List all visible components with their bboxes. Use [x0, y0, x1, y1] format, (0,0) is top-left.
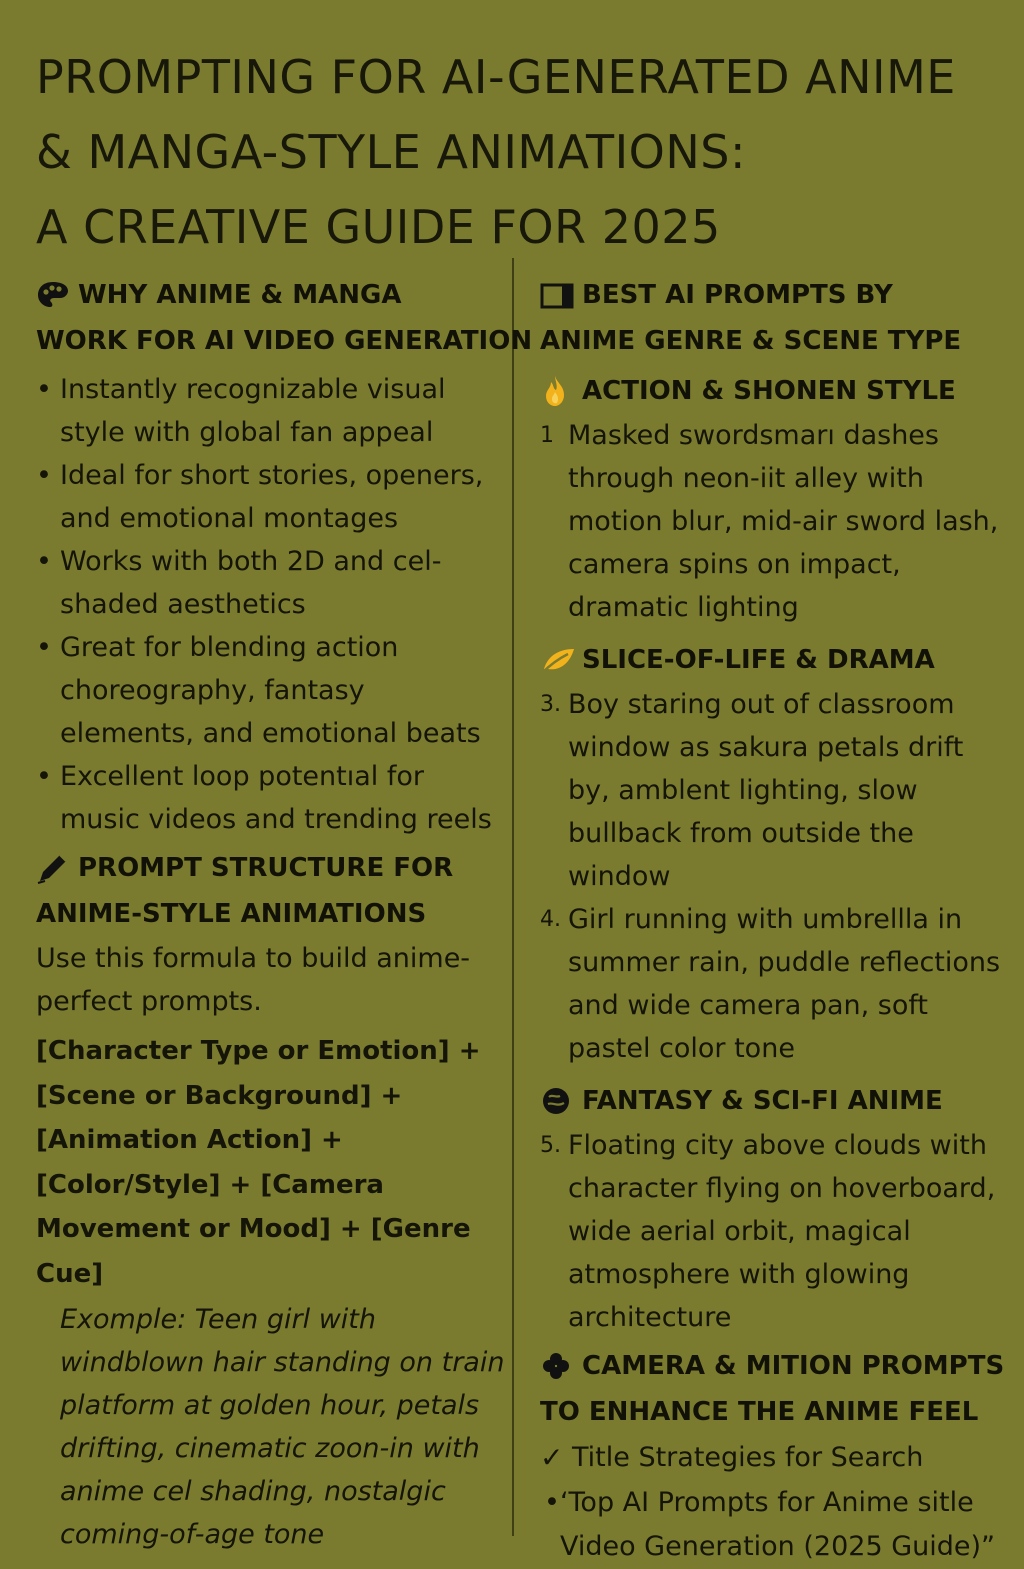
heading-structure-line-1: PROMPT STRUCTURE FOR: [78, 853, 454, 883]
list-item: • Works with both 2D and cel-shaded aesthetics: [36, 540, 506, 626]
clover-icon: [540, 1343, 582, 1389]
item-number: 3.: [540, 692, 561, 717]
bullet-dot: •: [544, 1487, 560, 1518]
list-item: • Ideal for short stories, openers, and emotional montages: [36, 454, 506, 540]
heading-fantasy: FANTASY & SCI-FI ANIME: [582, 1086, 943, 1116]
list-item: [540, 683, 1012, 898]
heading-structure-line-2: ANIME-STYLE ANIMATIONS: [36, 899, 427, 929]
example-text: Teen girl with windblown hair standing on train platform at golden hour, petals drifting, cinematic zoon-in with anime cel shading, nostalgic coming-of-age tone: [60, 1304, 505, 1550]
leaf-icon: [540, 637, 582, 683]
title-line-2: & MANGA-STYLE ANIMATIONS:: [36, 125, 746, 179]
fire-icon: [540, 368, 582, 414]
why-bullet-list: [36, 368, 506, 841]
pencil-icon: [36, 845, 78, 891]
section-heading-best: [540, 272, 1012, 318]
list-item: • Instantly recognizable visual style with global fan appeal: [36, 368, 506, 454]
right-column: [540, 272, 1012, 1569]
heading-best-line-1: BEST AI PROMPTS BY: [582, 280, 893, 310]
item-number: 4.: [540, 907, 561, 932]
structure-intro: Use this formula to build anime-perfect prompts.: [36, 943, 471, 1017]
section-heading-why: [36, 272, 506, 318]
heading-why-line-2: WORK FOR AI VIDEO GENERATION: [36, 326, 533, 356]
list-item: [540, 414, 1012, 629]
clapperboard-icon: [540, 272, 582, 318]
title-strategies-text: Title Strategies for Search: [572, 1442, 924, 1473]
item-text: Boy staring out of classroom window as sakura petals drift by, amblent lighting, slow bullback from outside the window: [568, 689, 964, 892]
item-text: Masked swordsmarı dashes through neon-iit alley with motion blur, mid-air sword lash, camera spins on impact, dramatic lighting: [568, 420, 999, 623]
action-prompt-list: [540, 414, 1012, 629]
prompt-formula: [Character Type or Emotion] + [Scene or Background] + [Animation Action] + [Color/Style] + [Camera Movement or Mood] + [Genre Cue]: [36, 1036, 481, 1289]
section-heading-structure: [36, 845, 506, 891]
subheading-action: [540, 368, 1012, 414]
section-heading-camera-cont: [540, 1389, 1012, 1435]
title-strategies-line: [540, 1435, 1012, 1481]
column-divider: [512, 258, 514, 1536]
example-label: Exomple:: [60, 1304, 195, 1335]
section-heading-camera: [540, 1343, 1012, 1389]
item-number: 5.: [540, 1133, 561, 1158]
item-number: 1: [540, 423, 554, 448]
checkmark-icon: ✓: [540, 1441, 564, 1474]
section-heading-best-cont: [540, 318, 1012, 364]
list-item: [540, 1124, 1012, 1339]
item-text: Floating city above clouds with character flying on hoverboard, wide aerial orbit, magical atmosphere with glowing architecture: [568, 1130, 996, 1333]
heading-best-line-2: ANIME GENRE & SCENE TYPE: [540, 326, 962, 356]
fantasy-prompt-list: [540, 1124, 1012, 1339]
title-line-1: PROMPTING FOR AI-GENERATED ANIME: [36, 50, 956, 104]
left-column: [36, 272, 533, 1556]
palette-icon: [36, 272, 78, 318]
heading-camera-line-2: TO ENHANCE THE ANIME FEEL: [540, 1397, 979, 1427]
item-text: Girl running with umbrellla in summer rain, puddle reflections and wide camera pan, soft pastel color tone: [568, 904, 1001, 1064]
heading-action: ACTION & SHONEN STYLE: [582, 376, 956, 406]
guide-title-text: ‘Top AI Prompts for Anime sitle Video Generation (2025 Guide)”: [559, 1487, 996, 1562]
slice-prompt-list: [540, 683, 1012, 1070]
section-heading-structure-cont: [36, 891, 506, 937]
subheading-fantasy: [540, 1078, 1012, 1124]
title-line-3: A CREATIVE GUIDE FOR 2025: [36, 200, 721, 254]
list-item: • Great for blending action choreography, fantasy elements, and emotional beats: [36, 626, 506, 755]
list-item: [540, 898, 1012, 1070]
list-item: [540, 1481, 1012, 1569]
page-title: [36, 40, 996, 265]
prompt-example: [36, 1298, 506, 1556]
planet-icon: [540, 1078, 582, 1124]
heading-why-line-1: WHY ANIME & MANGA: [78, 280, 402, 310]
list-item: • Excellent loop potentıal for music videos and trending reels: [36, 755, 506, 841]
heading-camera-line-1: CAMERA & MITION PROMPTS: [582, 1351, 1005, 1381]
subheading-slice-of-life: [540, 637, 1012, 683]
section-heading-why-cont: [36, 318, 533, 364]
heading-slice-of-life: SLICE-OF-LIFE & DRAMA: [582, 645, 935, 675]
